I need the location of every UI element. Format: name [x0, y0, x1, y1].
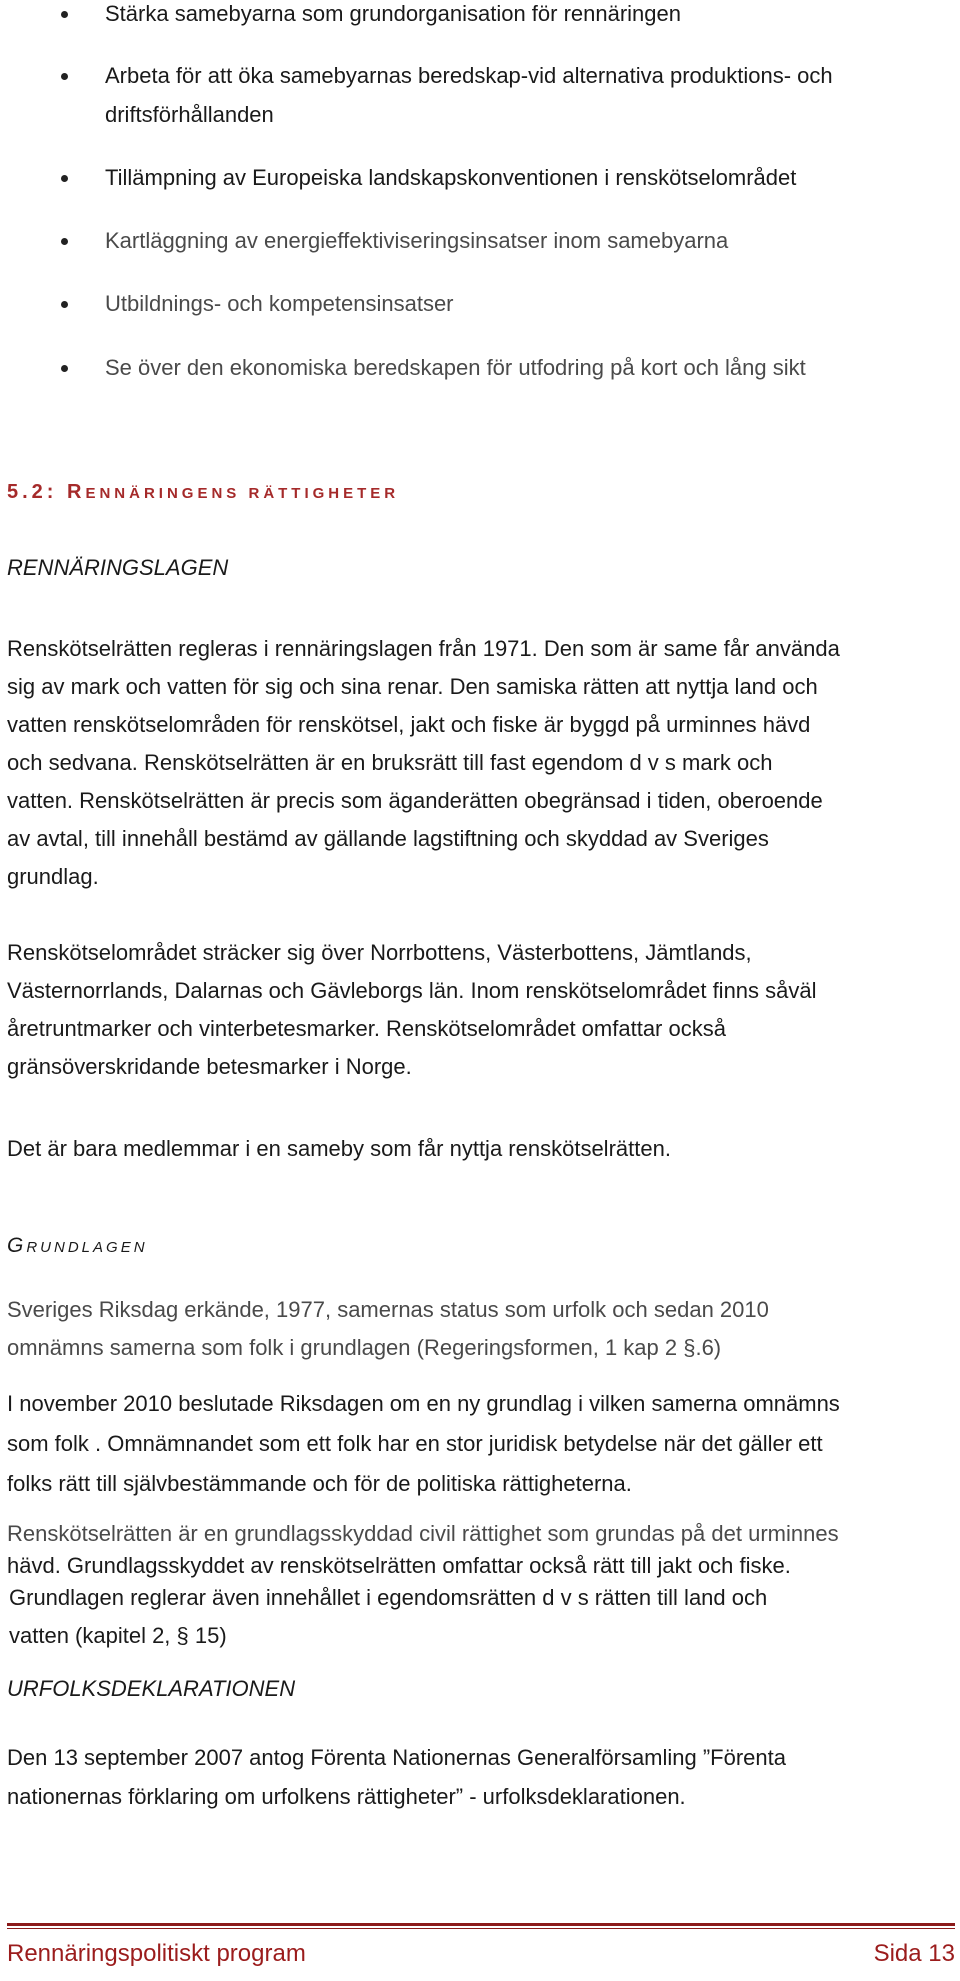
- paragraph-line: grundlag.: [7, 864, 99, 889]
- paragraph-line: nationernas förklaring om urfolkens rättigheter” - urfolksdeklarationen.: [7, 1784, 686, 1809]
- section-title: ENNÄRINGENS RÄTTIGHETER: [85, 485, 400, 502]
- bullet-icon: [61, 73, 68, 80]
- paragraph-line: I november 2010 beslutade Riksdagen om en ny grundlag i vilken samerna omnämns: [7, 1391, 840, 1416]
- paragraph-line: Renskötselområdet sträcker sig över Norrbottens, Västerbottens, Jämtlands,: [7, 940, 752, 965]
- subheading-urfolksdeklarationen: URFOLKSDEKLARATIONEN: [7, 1676, 296, 1701]
- bullet-icon: [61, 11, 68, 18]
- paragraph-line: Västernorrlands, Dalarnas och Gävleborgs län. Inom renskötselområdet finns såväl: [7, 978, 817, 1003]
- list-item-text: Kartläggning av energieffektiviseringsinsatser inom samebyarna: [105, 228, 729, 253]
- bullet-icon: [61, 175, 68, 182]
- footer-rule: [7, 1923, 955, 1926]
- bullet-icon: [61, 365, 68, 372]
- paragraph-line: som folk . Omnämnandet som ett folk har en stor juridisk betydelse när det gäller ett: [7, 1431, 823, 1456]
- paragraph-line: omnämns samerna som folk i grundlagen (Regeringsformen, 1 kap 2 §.6): [7, 1335, 722, 1360]
- paragraph: [7, 630, 955, 896]
- paragraph-line: åretruntmarker och vinterbetesmarker. Renskötselområdet omfattar också: [7, 1016, 726, 1041]
- page-footer: [7, 1940, 955, 1968]
- paragraph-line: sig av mark och vatten för sig och sina renar. Den samiska rätten att nyttja land och: [7, 674, 818, 699]
- paragraph: [7, 934, 955, 1086]
- subheading-grundlagen: [7, 1234, 148, 1258]
- footer-rule-thin: [7, 1928, 955, 1929]
- subheading-initial: G: [7, 1234, 27, 1257]
- paragraph-line: folks rätt till självbestämmande och för de politiska rättigheterna.: [7, 1471, 632, 1496]
- paragraph: [7, 1738, 955, 1816]
- page-number: Sida 13: [873, 1940, 955, 1967]
- list-item-text: Utbildnings- och kompetensinsatser: [105, 291, 454, 316]
- paragraph: [7, 1518, 955, 1652]
- paragraph-line: Renskötselrätten är en grundlagsskyddad civil rättighet som grundas på det urminnes: [7, 1521, 839, 1546]
- list-item-text: Se över den ekonomiska beredskapen för utfodring på kort och lång sikt: [105, 355, 806, 380]
- list-item-text: driftsförhållanden: [105, 102, 274, 127]
- paragraph-line: hävd. Grundlagsskyddet av renskötselrätten omfattar också rätt till jakt och fiske.: [7, 1553, 791, 1578]
- list-item-text: Tillämpning av Europeiska landskapskonventionen i renskötselområdet: [105, 165, 797, 190]
- paragraph-line: vatten renskötselområden för renskötsel, jakt och fiske är byggd på urminnes hävd: [7, 712, 811, 737]
- paragraph-line: Grundlagen reglerar även innehållet i egendomsrätten d v s rätten till land och: [9, 1585, 768, 1610]
- subheading-rennaringslagen: RENNÄRINGSLAGEN: [7, 555, 229, 580]
- paragraph-line: av avtal, till innehåll bestämd av gällande lagstiftning och skyddad av Sveriges: [7, 826, 769, 851]
- list-item-text: Arbeta för att öka samebyarnas beredskap-vid alternativa produktions- och: [105, 63, 833, 88]
- footer-title: Rennäringspolitiskt program: [7, 1940, 306, 1967]
- paragraph-line: gränsöverskridande betesmarker i Norge.: [7, 1054, 412, 1079]
- paragraph-line: Renskötselrätten regleras i rennäringslagen från 1971. Den som är same får använda: [7, 636, 840, 661]
- paragraph: Det är bara medlemmar i en sameby som får nyttja renskötselrätten.: [7, 1136, 671, 1161]
- paragraph-line: vatten (kapitel 2, § 15): [9, 1623, 227, 1648]
- paragraph: [7, 1291, 955, 1367]
- paragraph: [7, 1384, 955, 1504]
- subheading-rest: RUNDLAGEN: [26, 1239, 148, 1256]
- paragraph-line: Den 13 september 2007 antog Förenta Nationernas Generalförsamling ”Förenta: [7, 1745, 787, 1770]
- paragraph-line: Sveriges Riksdag erkände, 1977, samernas status som urfolk och sedan 2010: [7, 1297, 769, 1322]
- section-number: 5.2: R: [7, 481, 86, 503]
- bullet-icon: [61, 238, 68, 245]
- bullet-icon: [61, 301, 68, 308]
- section-heading: [7, 481, 399, 504]
- list-item-text: Stärka samebyarna som grundorganisation för rennäringen: [105, 1, 681, 26]
- paragraph-line: vatten. Renskötselrätten är precis som äganderätten obegränsad i tiden, oberoende: [7, 788, 823, 813]
- paragraph-line: och sedvana. Renskötselrätten är en bruksrätt till fast egendom d v s mark och: [7, 750, 773, 775]
